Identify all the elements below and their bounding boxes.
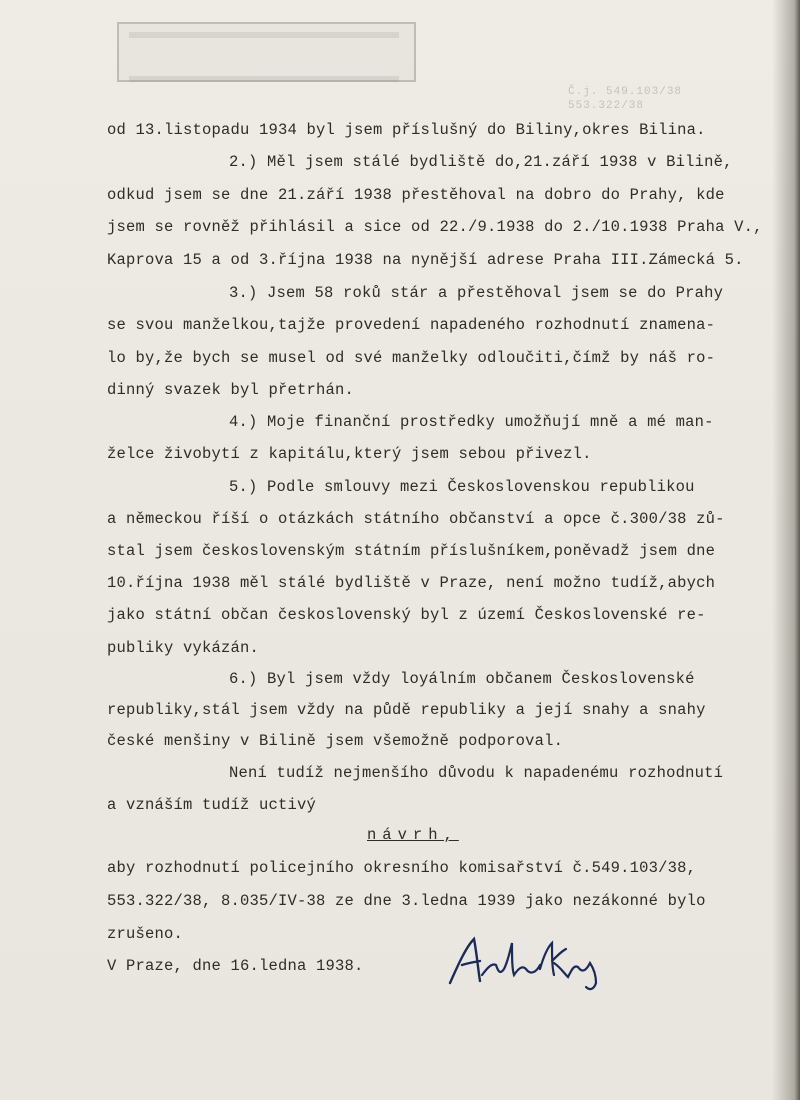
- closing-line: aby rozhodnutí policejního okresního komisařství č.549.103/38,: [107, 859, 697, 877]
- body-line: želce živobytí z kapitálu,který jsem sebou přivezl.: [107, 445, 592, 463]
- proposal-heading: návrh,: [367, 826, 459, 844]
- reference-number: Č.j. 549.103/38 553.322/38: [568, 86, 683, 112]
- body-line: dinný svazek byl přetrhán.: [107, 381, 355, 399]
- body-line: lo by,že bych se musel od své manželky odloučiti,čímž by náš ro-: [107, 349, 716, 367]
- body-line: odkud jsem se dne 21.září 1938 přestěhoval na dobro do Prahy, kde: [107, 186, 725, 204]
- body-line: a německou říší o otázkách státního občanství a opce č.300/38 zů-: [107, 510, 725, 528]
- signature: [444, 925, 604, 1000]
- body-line: 6.) Byl jsem vždy loyálním občanem Československé: [229, 670, 695, 688]
- body-line: publiky vykázán.: [107, 639, 260, 657]
- body-line: od 13.listopadu 1934 byl jsem příslušný do Biliny,okres Bilina.: [107, 121, 706, 139]
- body-line: stal jsem československým státním příslušníkem,poněvadž jsem dne: [107, 542, 716, 560]
- body-line: 5.) Podle smlouvy mezi Československou republikou: [229, 478, 695, 496]
- body-line: se svou manželkou,tajže provedení napadeného rozhodnutí znamena-: [107, 316, 716, 334]
- faded-stamp: [117, 22, 416, 82]
- body-line: jako státní občan československý byl z území Československé re-: [107, 606, 706, 624]
- body-line: 3.) Jsem 58 roků stár a přestěhoval jsem se do Prahy: [229, 284, 724, 302]
- date-line: V Praze, dne 16.ledna 1938.: [107, 957, 364, 975]
- body-line: jsem se rovněž přihlásil a sice od 22./9.1938 do 2./10.1938 Praha V.,: [107, 218, 763, 236]
- body-line: Není tudíž nejmenšího důvodu k napadenému rozhodnutí: [229, 764, 724, 782]
- body-line: 2.) Měl jsem stálé bydliště do,21.září 1938 v Bilině,: [229, 153, 733, 171]
- body-line: Kaprova 15 a od 3.října 1938 na nynější adrese Praha III.Zámecká 5.: [107, 251, 744, 269]
- body-line: a vznáším tudíž uctivý: [107, 796, 317, 814]
- body-line: 10.října 1938 měl stálé bydliště v Praze, není možno tudíž,abych: [107, 574, 716, 592]
- closing-line: 553.322/38, 8.035/IV-38 ze dne 3.ledna 1939 jako nezákonné bylo: [107, 892, 706, 910]
- body-line: republiky,stál jsem vždy na půdě republiky a její snahy a snahy: [107, 701, 706, 719]
- body-line: české menšiny v Bilině jsem všemožně podporoval.: [107, 732, 564, 750]
- closing-line: zrušeno.: [107, 925, 184, 943]
- body-line: 4.) Moje finanční prostředky umožňují mně a mé man-: [229, 413, 714, 431]
